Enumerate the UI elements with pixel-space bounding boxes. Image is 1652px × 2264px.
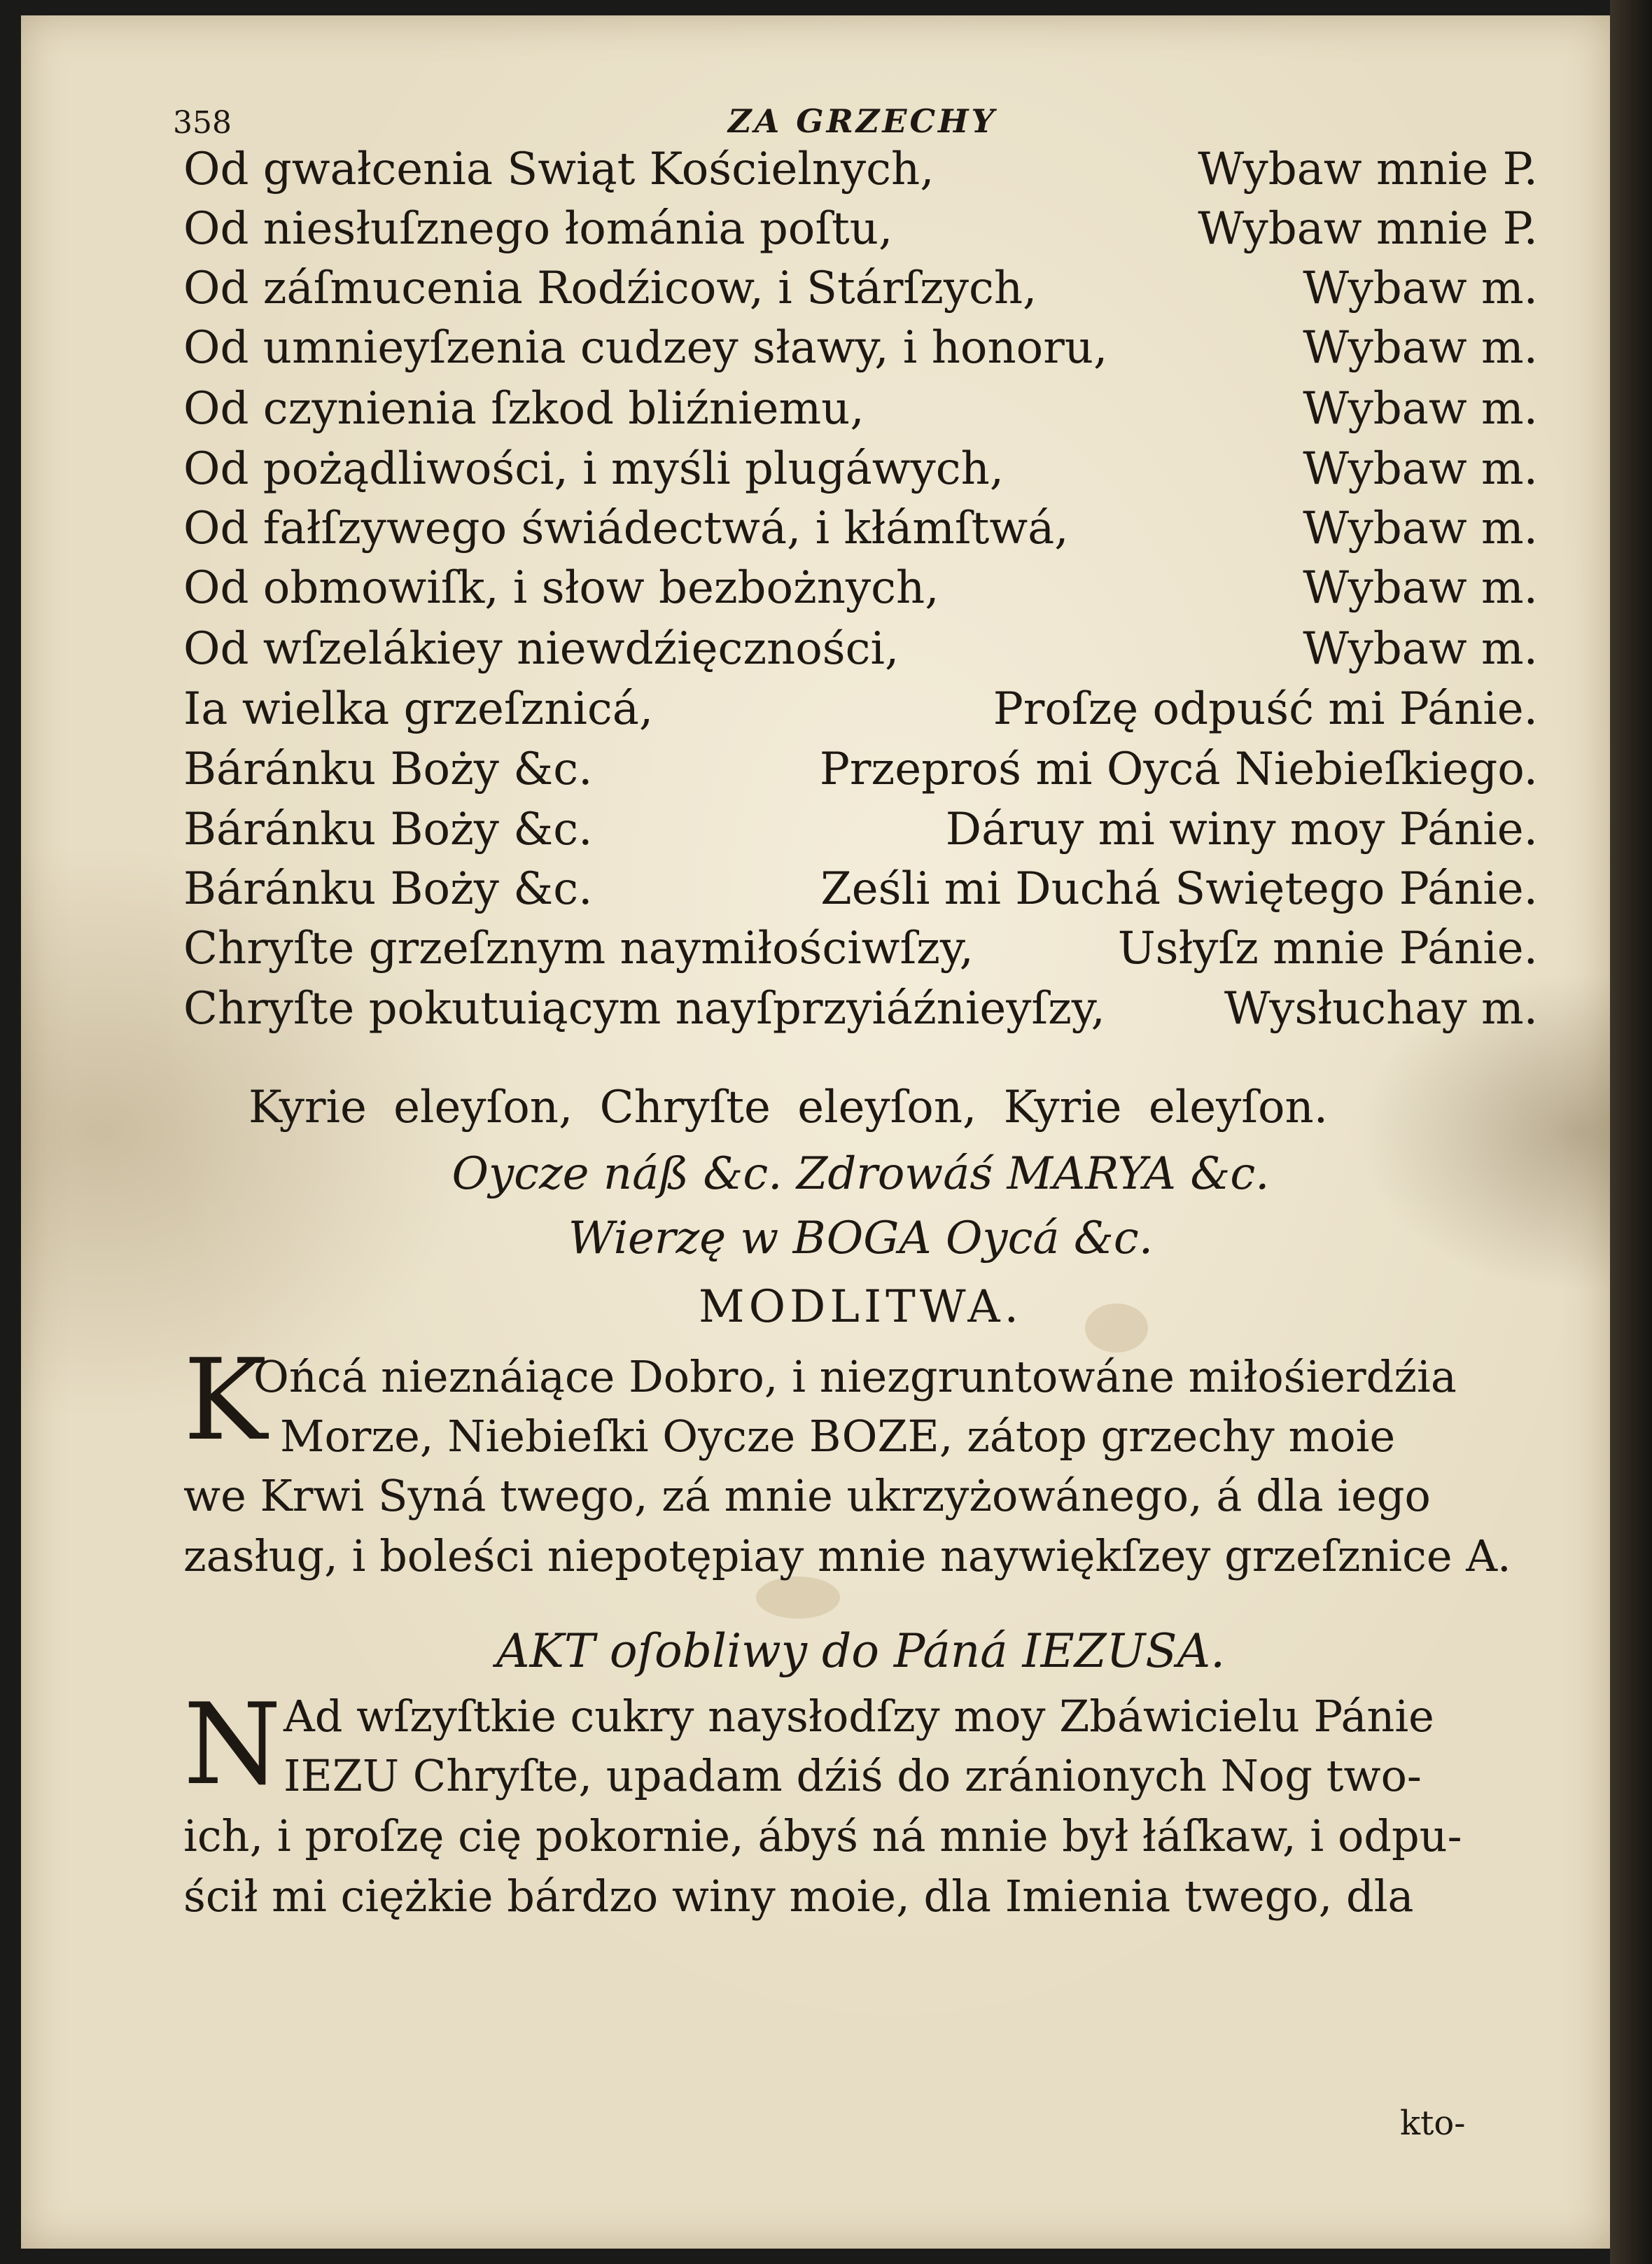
litany-invocation: Báránku Boży &c. [183,743,593,795]
paragraph-line: we Krwi Syná twego, zá mnie ukrzyżowánego, á dla iego [183,1470,1431,1521]
paragraph-line: zasług, i boleści niepotępiay mnie naywiękſzey grzeſznice A. [183,1530,1511,1581]
litany-line [183,743,1538,804]
litany-line [183,983,1538,1043]
litany-response: Przeproś mi Oycá Niebieſkiego. [819,743,1538,795]
section-heading: MODLITWA. [699,1281,1023,1333]
litany-line [183,443,1538,503]
litany-line [183,683,1538,743]
litany-response: Wybaw mnie P. [1198,203,1538,255]
litany-line [183,863,1538,923]
litany-response: Wybaw mnie P. [1198,144,1538,195]
litany-invocation: Od gwałcenia Swiąt Kościelnych, [183,144,934,195]
litany-response: Ześli mi Duchá Swiętego Pánie. [820,863,1538,915]
litany-response: Proſzę odpuść mi Pánie. [993,683,1538,735]
litany-invocation: Od czynienia ſzkod bliźniemu, [183,383,864,435]
litany-line [183,263,1538,323]
prayers-reference: Wierzę w BOGA Oycá &c. [568,1213,1154,1264]
litany-line [183,623,1538,683]
litany-invocation: Báránku Boży &c. [183,804,593,855]
litany-invocation: Ia wielka grzeſznicá, [183,683,654,735]
litany-response: Wybaw m. [1303,562,1538,614]
paragraph-line: Ad wſzyſtkie cukry naysłodſzy moy Zbáwicielu Pánie [284,1691,1434,1742]
litany-invocation: Od záſmucenia Rodźicow, i Stárſzych, [183,263,1037,314]
litany-response: Wysłuchay m. [1224,983,1538,1035]
litany-invocation: Od fałſzywego świádectwá, i kłámſtwá, [183,503,1069,554]
litany-invocation: Chryſte pokutuiącym nayſprzyiáźnieyſzy, [183,983,1105,1035]
catchword: kto- [1400,2104,1466,2143]
paragraph-line: ich, i proſzę cię pokornie, ábyś ná mnie był łáſkaw, i odpu- [183,1810,1462,1861]
drop-cap: K [183,1334,267,1465]
section-heading: AKT oſobliwy do Páná IEZUSA. [496,1624,1226,1678]
paragraph-line: Ońcá nieznáiące Dobro, i niezgruntowáne miłośierdźia [253,1351,1457,1402]
litany-line [183,144,1538,204]
running-head: ZA GRZECHY [728,102,997,140]
paragraph-line: Morze, Niebieſki Oycze BOZE, zátop grzechy moie [280,1411,1396,1462]
litany-invocation: Od niesłuſznego łománia poſtu, [183,203,893,255]
litany-line [183,923,1538,983]
litany-line [183,203,1538,263]
litany-invocation: Báránku Boży &c. [183,863,593,915]
litany-response: Wybaw m. [1303,263,1538,314]
litany-invocation: Od wſzelákiey niewdźięczności, [183,623,899,675]
litany-line [183,383,1538,443]
litany-response: Wybaw m. [1303,623,1538,675]
paragraph-line: ścił mi ciężkie bárdzo winy moie, dla Imienia twego, dla [183,1871,1414,1922]
book-gutter [1610,0,1652,2264]
litany-line [183,503,1538,563]
litany-response: Dáruy mi winy moy Pánie. [945,804,1538,855]
kyrie-line: Kyrie eleyſon, Chryſte eleyſon, Kyrie eleyſon. [248,1082,1329,1133]
litany-line [183,322,1538,382]
litany-invocation: Chryſte grzeſznym naymiłościwſzy, [183,923,974,974]
paragraph-line: IEZU Chryſte, upadam dźiś do zránionych Nog two- [284,1750,1422,1801]
prayers-reference: Oycze náß &c. Zdrowáś MARYA &c. [451,1148,1270,1200]
litany-response: Wybaw m. [1303,383,1538,435]
drop-cap: N [183,1679,281,1810]
paper-stain [756,1577,840,1619]
litany-invocation: Od umnieyſzenia cudzey sławy, i honoru, [183,322,1108,374]
litany-invocation: Od obmowiſk, i słow bezbożnych, [183,562,939,614]
litany-line [183,804,1538,864]
litany-line [183,562,1538,622]
litany-invocation: Od pożądliwości, i myśli plugáwych, [183,443,1004,495]
litany-response: Wybaw m. [1303,443,1538,495]
page-number: 358 [173,105,232,141]
litany-response: Usłyſz mnie Pánie. [1117,923,1538,974]
litany-response: Wybaw m. [1303,503,1538,554]
litany-response: Wybaw m. [1303,322,1538,374]
